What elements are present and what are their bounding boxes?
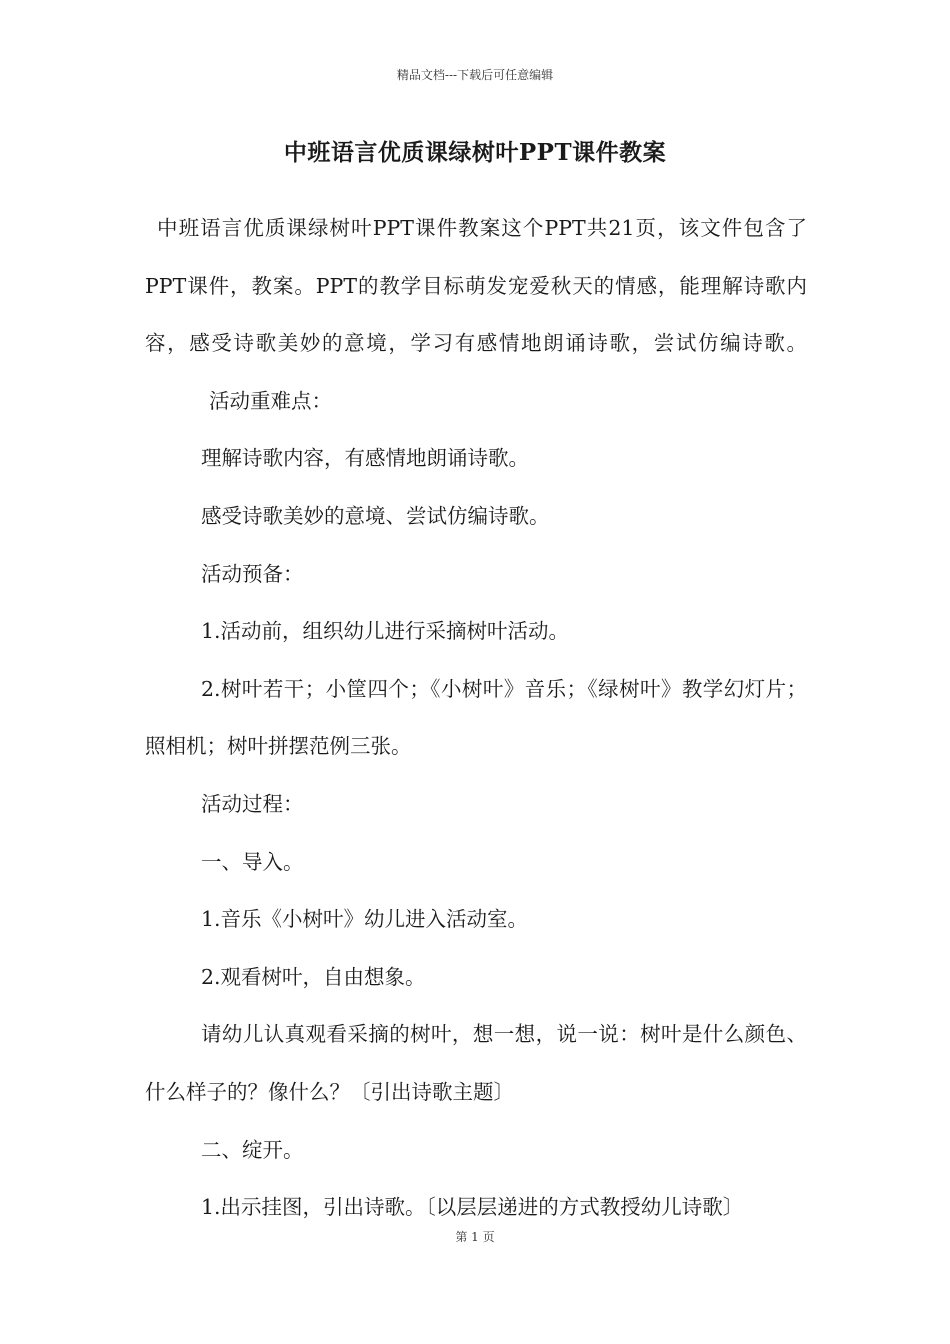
section-heading: 二、绽开。 bbox=[201, 1137, 304, 1162]
paragraph: 理解诗歌内容，有感情地朗诵诗歌。 bbox=[201, 446, 529, 471]
page-footer: 第 1 页 bbox=[455, 1230, 495, 1244]
paragraph: 感受诗歌美妙的意境、尝试仿编诗歌。 bbox=[201, 503, 550, 528]
list-item: 2.观看树叶，自由想象。 bbox=[201, 964, 426, 989]
list-item: 1.活动前，组织幼儿进行采摘树叶活动。 bbox=[201, 619, 570, 644]
section-heading: 活动过程： bbox=[201, 791, 304, 816]
list-item: 1.音乐《小树叶》幼儿进入活动室。 bbox=[201, 907, 529, 932]
intro-text: 中班语言优质课绿树叶PPT课件教案这个PPT共21页，该文件包含了PPT课件，教案。PPT的教学目标萌发宠爱秋天的情感，能理解诗歌内容，感受诗歌美妙的意境，学习有感情地朗诵诗歌，尝试仿编诗歌。 bbox=[145, 216, 807, 356]
paragraph: 请幼儿认真观看采摘的树叶，想一想，说一说：树叶是什么颜色、什么样子的？像什么？〔引出诗歌主题〕 bbox=[145, 1022, 807, 1104]
page-header: 精品文档---下载后可任意编辑 bbox=[396, 68, 554, 82]
list-item: 1.出示挂图，引出诗歌。〔以层层递进的方式教授幼儿诗歌〕 bbox=[201, 1195, 744, 1220]
document-body bbox=[145, 200, 807, 1237]
section-heading: 活动预备： bbox=[201, 561, 304, 586]
intro-tail: 活动重难点： bbox=[209, 388, 332, 413]
list-item: 2.树叶若干；小筐四个；《小树叶》音乐；《绿树叶》教学幻灯片；照相机；树叶拼摆范例三张。 bbox=[145, 676, 807, 759]
section-heading: 一、导入。 bbox=[201, 849, 304, 874]
document-title: 中班语言优质课绿树叶PPT课件教案 bbox=[283, 139, 667, 166]
intro-paragraph bbox=[145, 200, 807, 430]
